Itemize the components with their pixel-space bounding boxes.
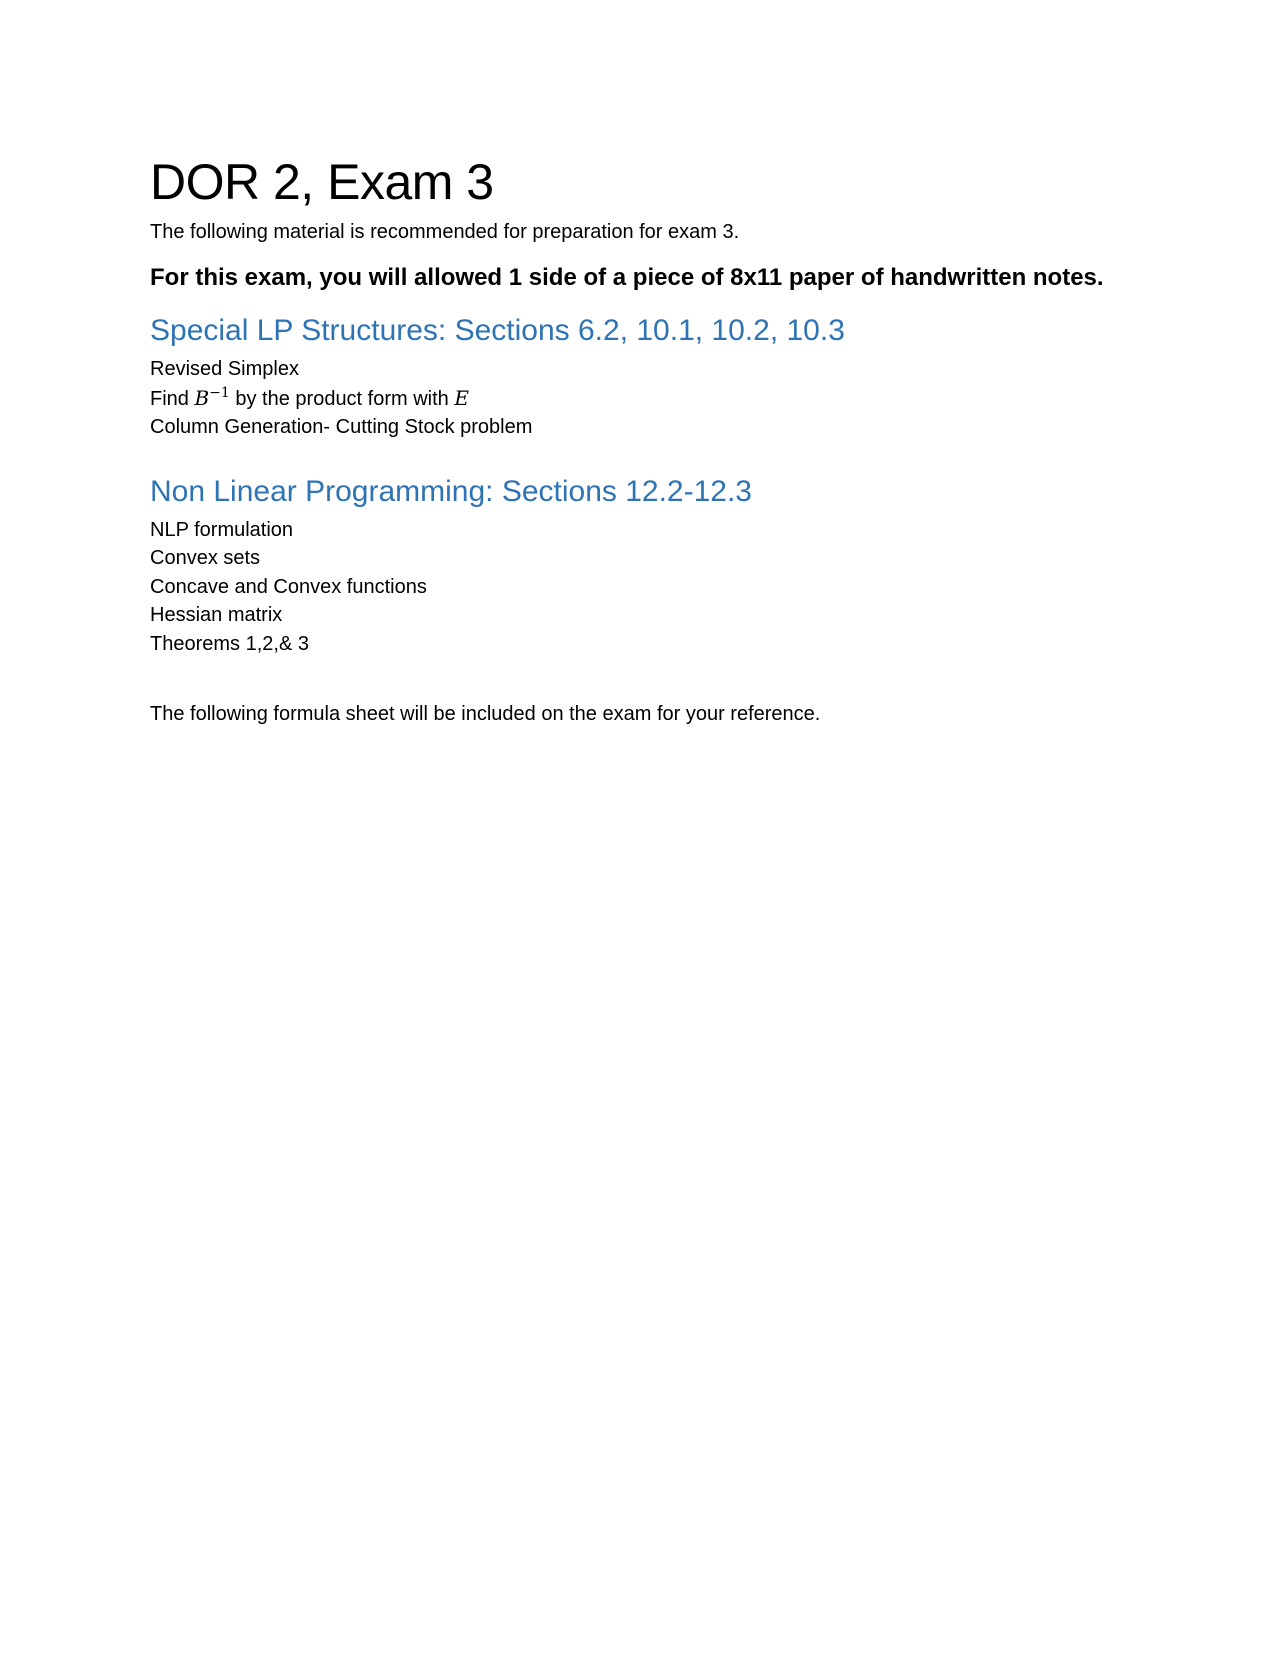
- exam-notes-notice: For this exam, you will allowed 1 side of a piece of 8x11 paper of handwritten notes.: [150, 264, 1104, 291]
- section-heading: Special LP Structures: Sections 6.2, 10.1, 10.2, 10.3: [150, 314, 845, 347]
- intro-text: The following material is recommended for preparation for exam 3.: [150, 221, 740, 243]
- topic-item: Column Generation- Cutting Stock problem: [150, 416, 533, 438]
- section-non-linear-programming: [150, 472, 1130, 659]
- topic-list: [150, 516, 1130, 659]
- topic-item: Convex sets: [150, 547, 261, 569]
- page-title: DOR 2, Exam 3: [150, 154, 494, 210]
- math-symbol-b: B: [194, 385, 210, 410]
- formula-prefix: Find: [150, 387, 195, 410]
- topic-item: NLP formulation: [150, 518, 294, 541]
- topic-item: Hessian matrix: [150, 604, 283, 626]
- section-heading: Non Linear Programming: Sections 12.2-12.3: [150, 474, 752, 508]
- topic-item: Revised Simplex: [150, 358, 299, 380]
- math-b-inverse: [194, 386, 229, 410]
- topic-item: Concave and Convex functions: [150, 575, 427, 598]
- topic-item: Theorems 1,2,& 3: [150, 632, 309, 655]
- math-superscript: −1: [209, 384, 230, 401]
- section-special-lp-structures: [150, 311, 1130, 442]
- math-symbol-e: E: [454, 385, 469, 410]
- document-content: [150, 152, 1130, 728]
- topic-item-formula: [150, 384, 1130, 414]
- topic-list: [150, 355, 1130, 442]
- formula-sheet-note: The following formula sheet will be included on the exam for your reference.: [150, 703, 821, 725]
- formula-middle: by the product form with: [229, 387, 455, 410]
